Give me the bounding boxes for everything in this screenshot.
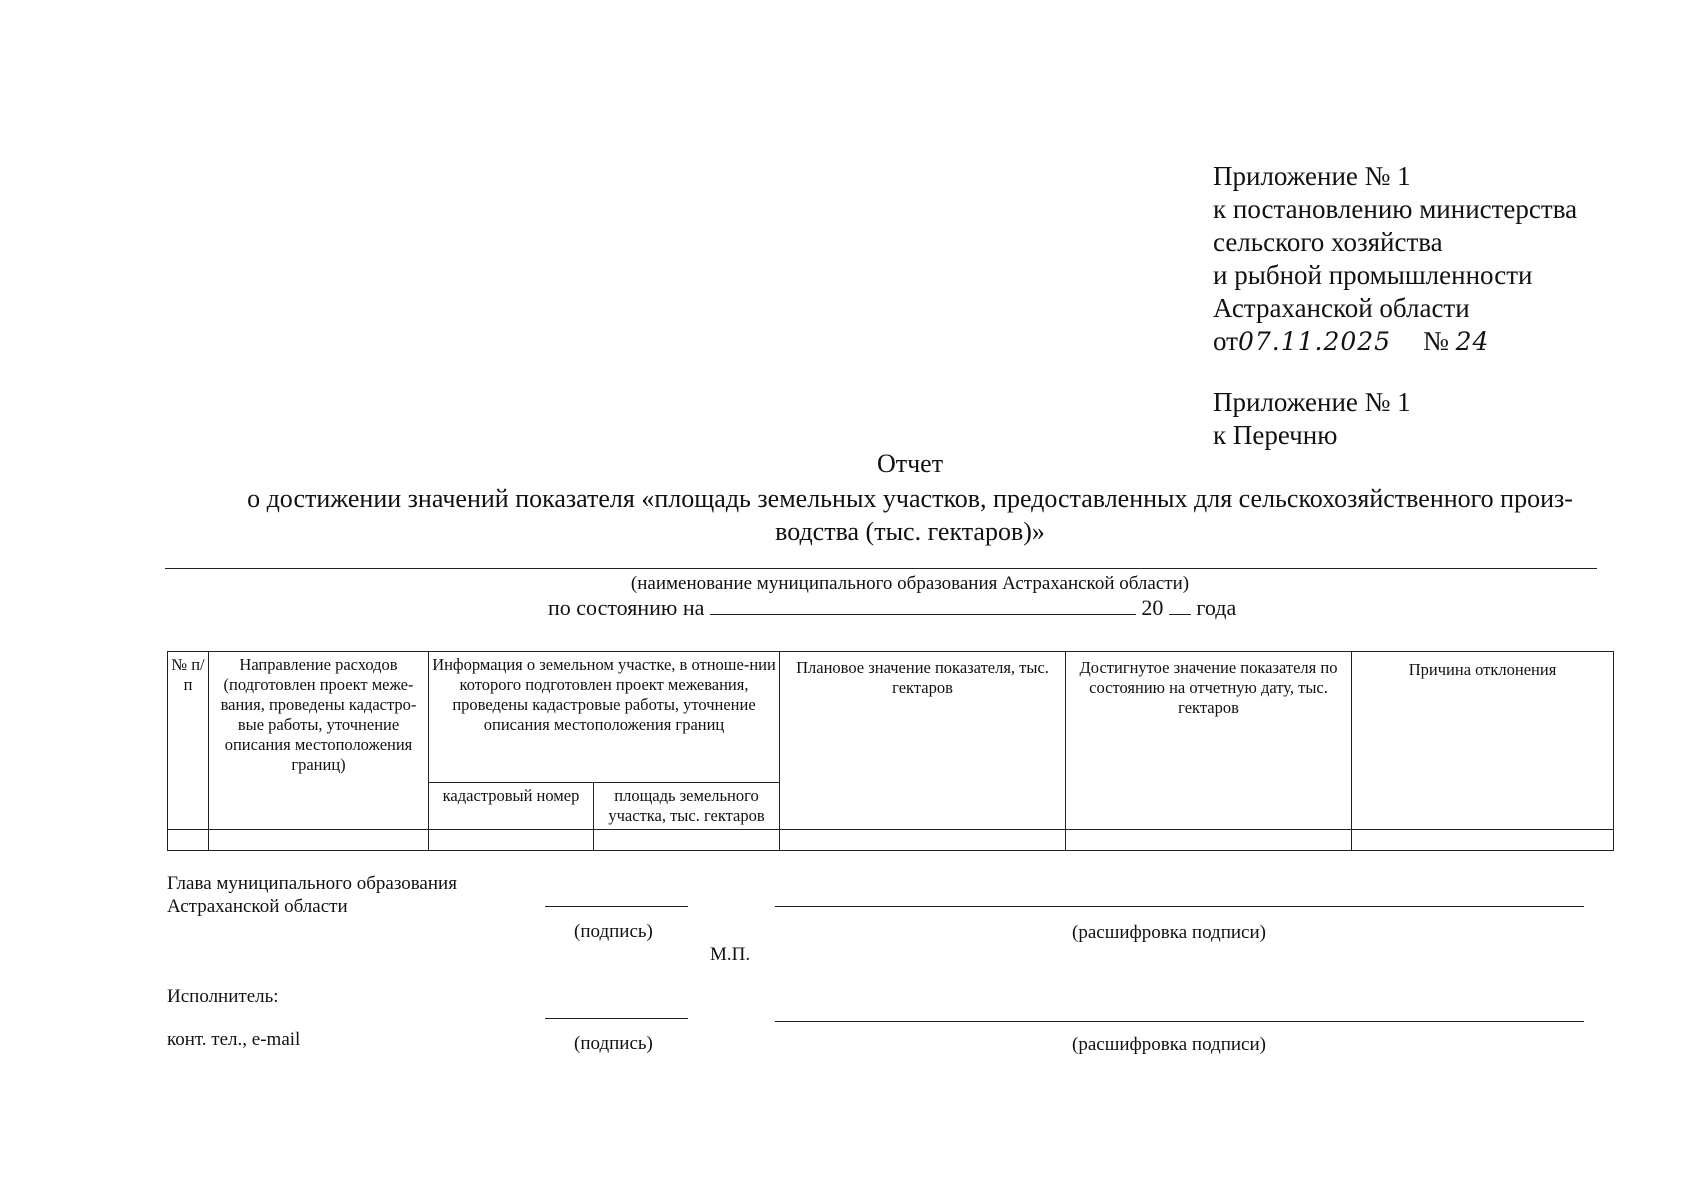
as-of-prefix: по состоянию на	[548, 595, 705, 620]
municipality-caption: (наименование муниципального образования Астраханской области)	[630, 573, 1190, 594]
head-decoding-line[interactable]	[775, 906, 1584, 907]
head-title-line2: Астраханской области	[167, 896, 348, 917]
municipality-line	[165, 568, 1597, 569]
as-of-suffix: года	[1196, 595, 1237, 620]
cell-land-area[interactable]	[594, 830, 780, 851]
appendix-block	[1213, 160, 1577, 358]
cell-direction[interactable]	[209, 830, 429, 851]
executor-decoding-line[interactable]	[775, 1021, 1584, 1022]
stamp-mark: М.П.	[710, 944, 751, 965]
appendix-title: Приложение № 1	[1213, 161, 1411, 191]
cell-planned[interactable]	[780, 830, 1066, 851]
header-reason: Причина отклонения	[1352, 652, 1614, 830]
executor-decoding-caption: (расшифровка подписи)	[1072, 1034, 1266, 1055]
as-of-date-blank	[710, 596, 1136, 615]
executor-label: Исполнитель:	[167, 986, 279, 1007]
header-land-info: Информация о земельном участке, в отноше-нии которого подготовлен проект межевания, проведены кадастровые работы, уточнение описания местоположения границ	[429, 652, 780, 783]
cell-reason[interactable]	[1352, 830, 1614, 851]
date-prefix: от	[1213, 326, 1238, 356]
executor-signature-caption: (подпись)	[574, 1033, 653, 1054]
appendix-list-title: Приложение № 1	[1213, 387, 1411, 417]
head-decoding-caption: (расшифровка подписи)	[1072, 922, 1266, 943]
header-direction: Направление расходов (подготовлен проект меже-вания, проведены кадастро-вые работы, уточнение описания местоположения границ)	[209, 652, 429, 830]
appendix-list-line: к Перечню	[1213, 420, 1338, 450]
header-achieved: Достигнутое значение показателя по состоянию на отчетную дату, тыс. гектаров	[1066, 652, 1352, 830]
as-of-line	[548, 595, 1236, 621]
appendix-line: Астраханской области	[1213, 293, 1470, 323]
as-of-year-blank	[1169, 596, 1191, 615]
appendix-date-line	[1213, 325, 1577, 358]
handwritten-date: 07.11.2025	[1237, 327, 1392, 356]
cell-cadastral-number[interactable]	[429, 830, 594, 851]
report-title: Отчет	[876, 449, 944, 478]
as-of-year: 20	[1141, 595, 1164, 620]
head-title-line1: Глава муниципального образования	[167, 873, 457, 894]
head-signature-caption: (подпись)	[574, 921, 653, 942]
handwritten-number: 24	[1455, 327, 1490, 356]
header-land-area: площадь земельного участка, тыс. гектаров	[594, 783, 780, 830]
header-cadastral-number: кадастровый номер	[429, 783, 594, 830]
header-planned: Плановое значение показателя, тыс. гектаров	[780, 652, 1066, 830]
appendix-line: сельского хозяйства	[1213, 227, 1443, 257]
cell-achieved[interactable]	[1066, 830, 1352, 851]
cell-num[interactable]	[168, 830, 209, 851]
appendix-list-block	[1213, 386, 1411, 452]
appendix-line: и рыбной промышленности	[1213, 260, 1533, 290]
report-table	[167, 651, 1614, 851]
head-title	[167, 872, 457, 918]
head-signature-line[interactable]	[545, 906, 688, 907]
report-subtitle-line2: водства (тыс. гектаров)»	[775, 517, 1045, 546]
header-num: № п/п	[168, 652, 209, 830]
table-row	[168, 830, 1614, 851]
table-header-row	[168, 652, 1614, 783]
executor-signature-line[interactable]	[545, 1018, 688, 1019]
number-prefix: №	[1423, 326, 1449, 356]
appendix-line: к постановлению министерства	[1213, 194, 1578, 224]
executor-contacts: конт. тел., e-mail	[167, 1029, 301, 1050]
report-subtitle-line1: о достижении значений показателя «площадь земельных участков, предоставленных для сельскохозяйственного произ-	[247, 484, 1573, 513]
